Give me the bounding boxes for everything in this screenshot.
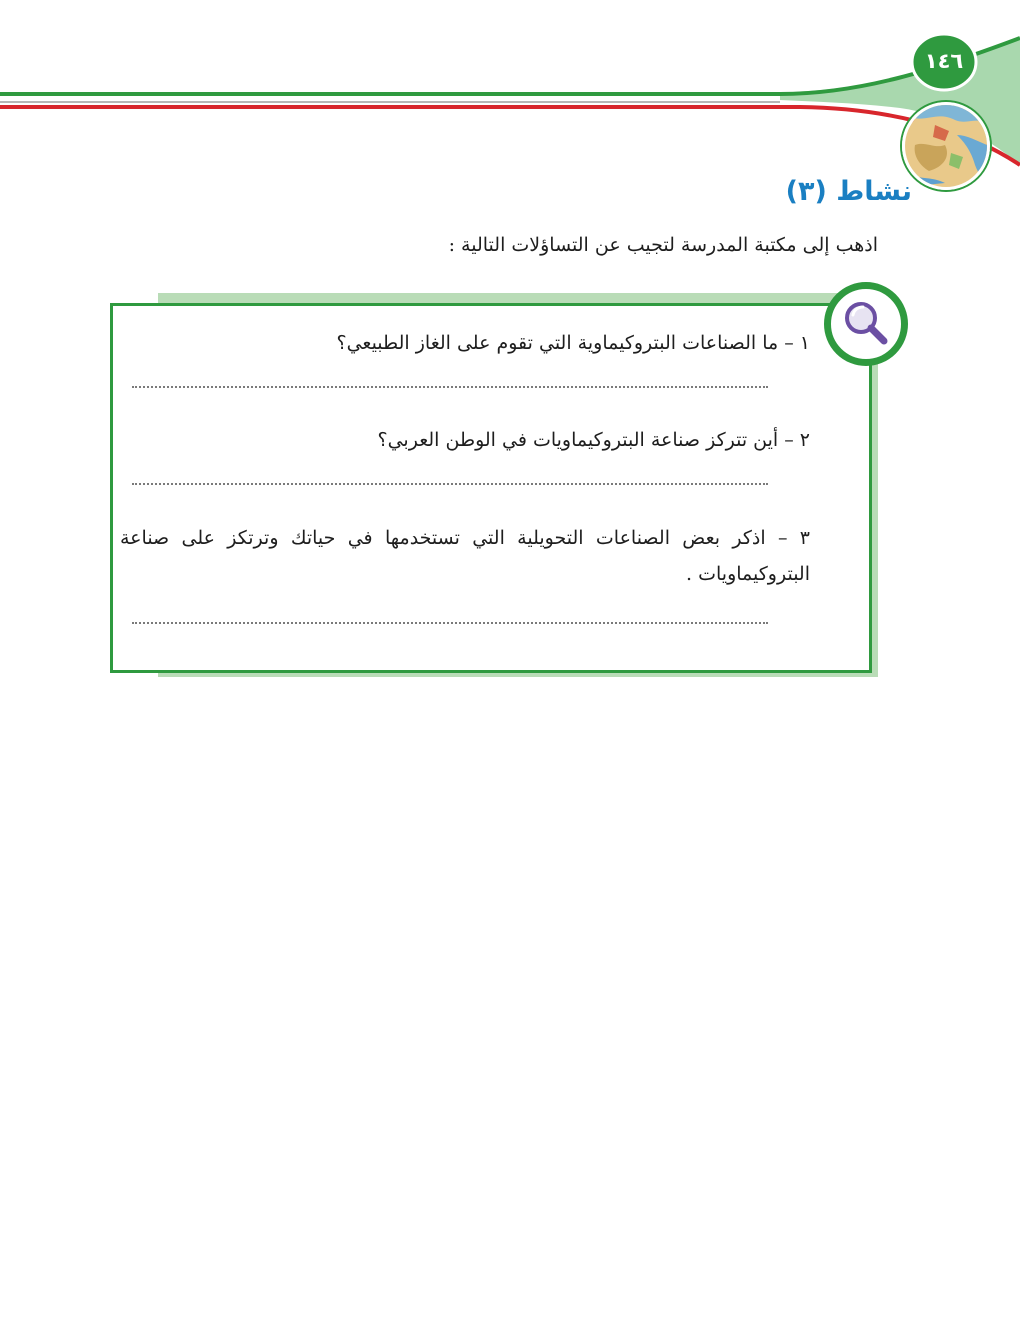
- magnifying-glass-icon: [824, 282, 908, 366]
- question-2: ٢ – أين تتركز صناعة البتروكيماويات في الوطن العربي؟: [377, 429, 810, 451]
- activity-title: نشاط (٣): [785, 176, 912, 207]
- activity-instruction: اذهب إلى مكتبة المدرسة لتجيب عن التساؤلات التالية :: [448, 234, 878, 256]
- page-number: ١٤٦: [924, 49, 964, 73]
- question-1: ١ – ما الصناعات البتروكيماوية التي تقوم على الغاز الطبيعي؟: [336, 332, 810, 354]
- question-3: ٣ – اذكر بعض الصناعات التحويلية التي تستخدمها في حياتك وترتكز على صناعة البتروكيماويات .: [120, 527, 810, 585]
- header-band: [0, 0, 1020, 200]
- answer-line-1[interactable]: [132, 386, 768, 388]
- answer-line-2[interactable]: [132, 483, 768, 485]
- map-thumbnail: [902, 102, 990, 190]
- answer-line-3[interactable]: [132, 622, 768, 624]
